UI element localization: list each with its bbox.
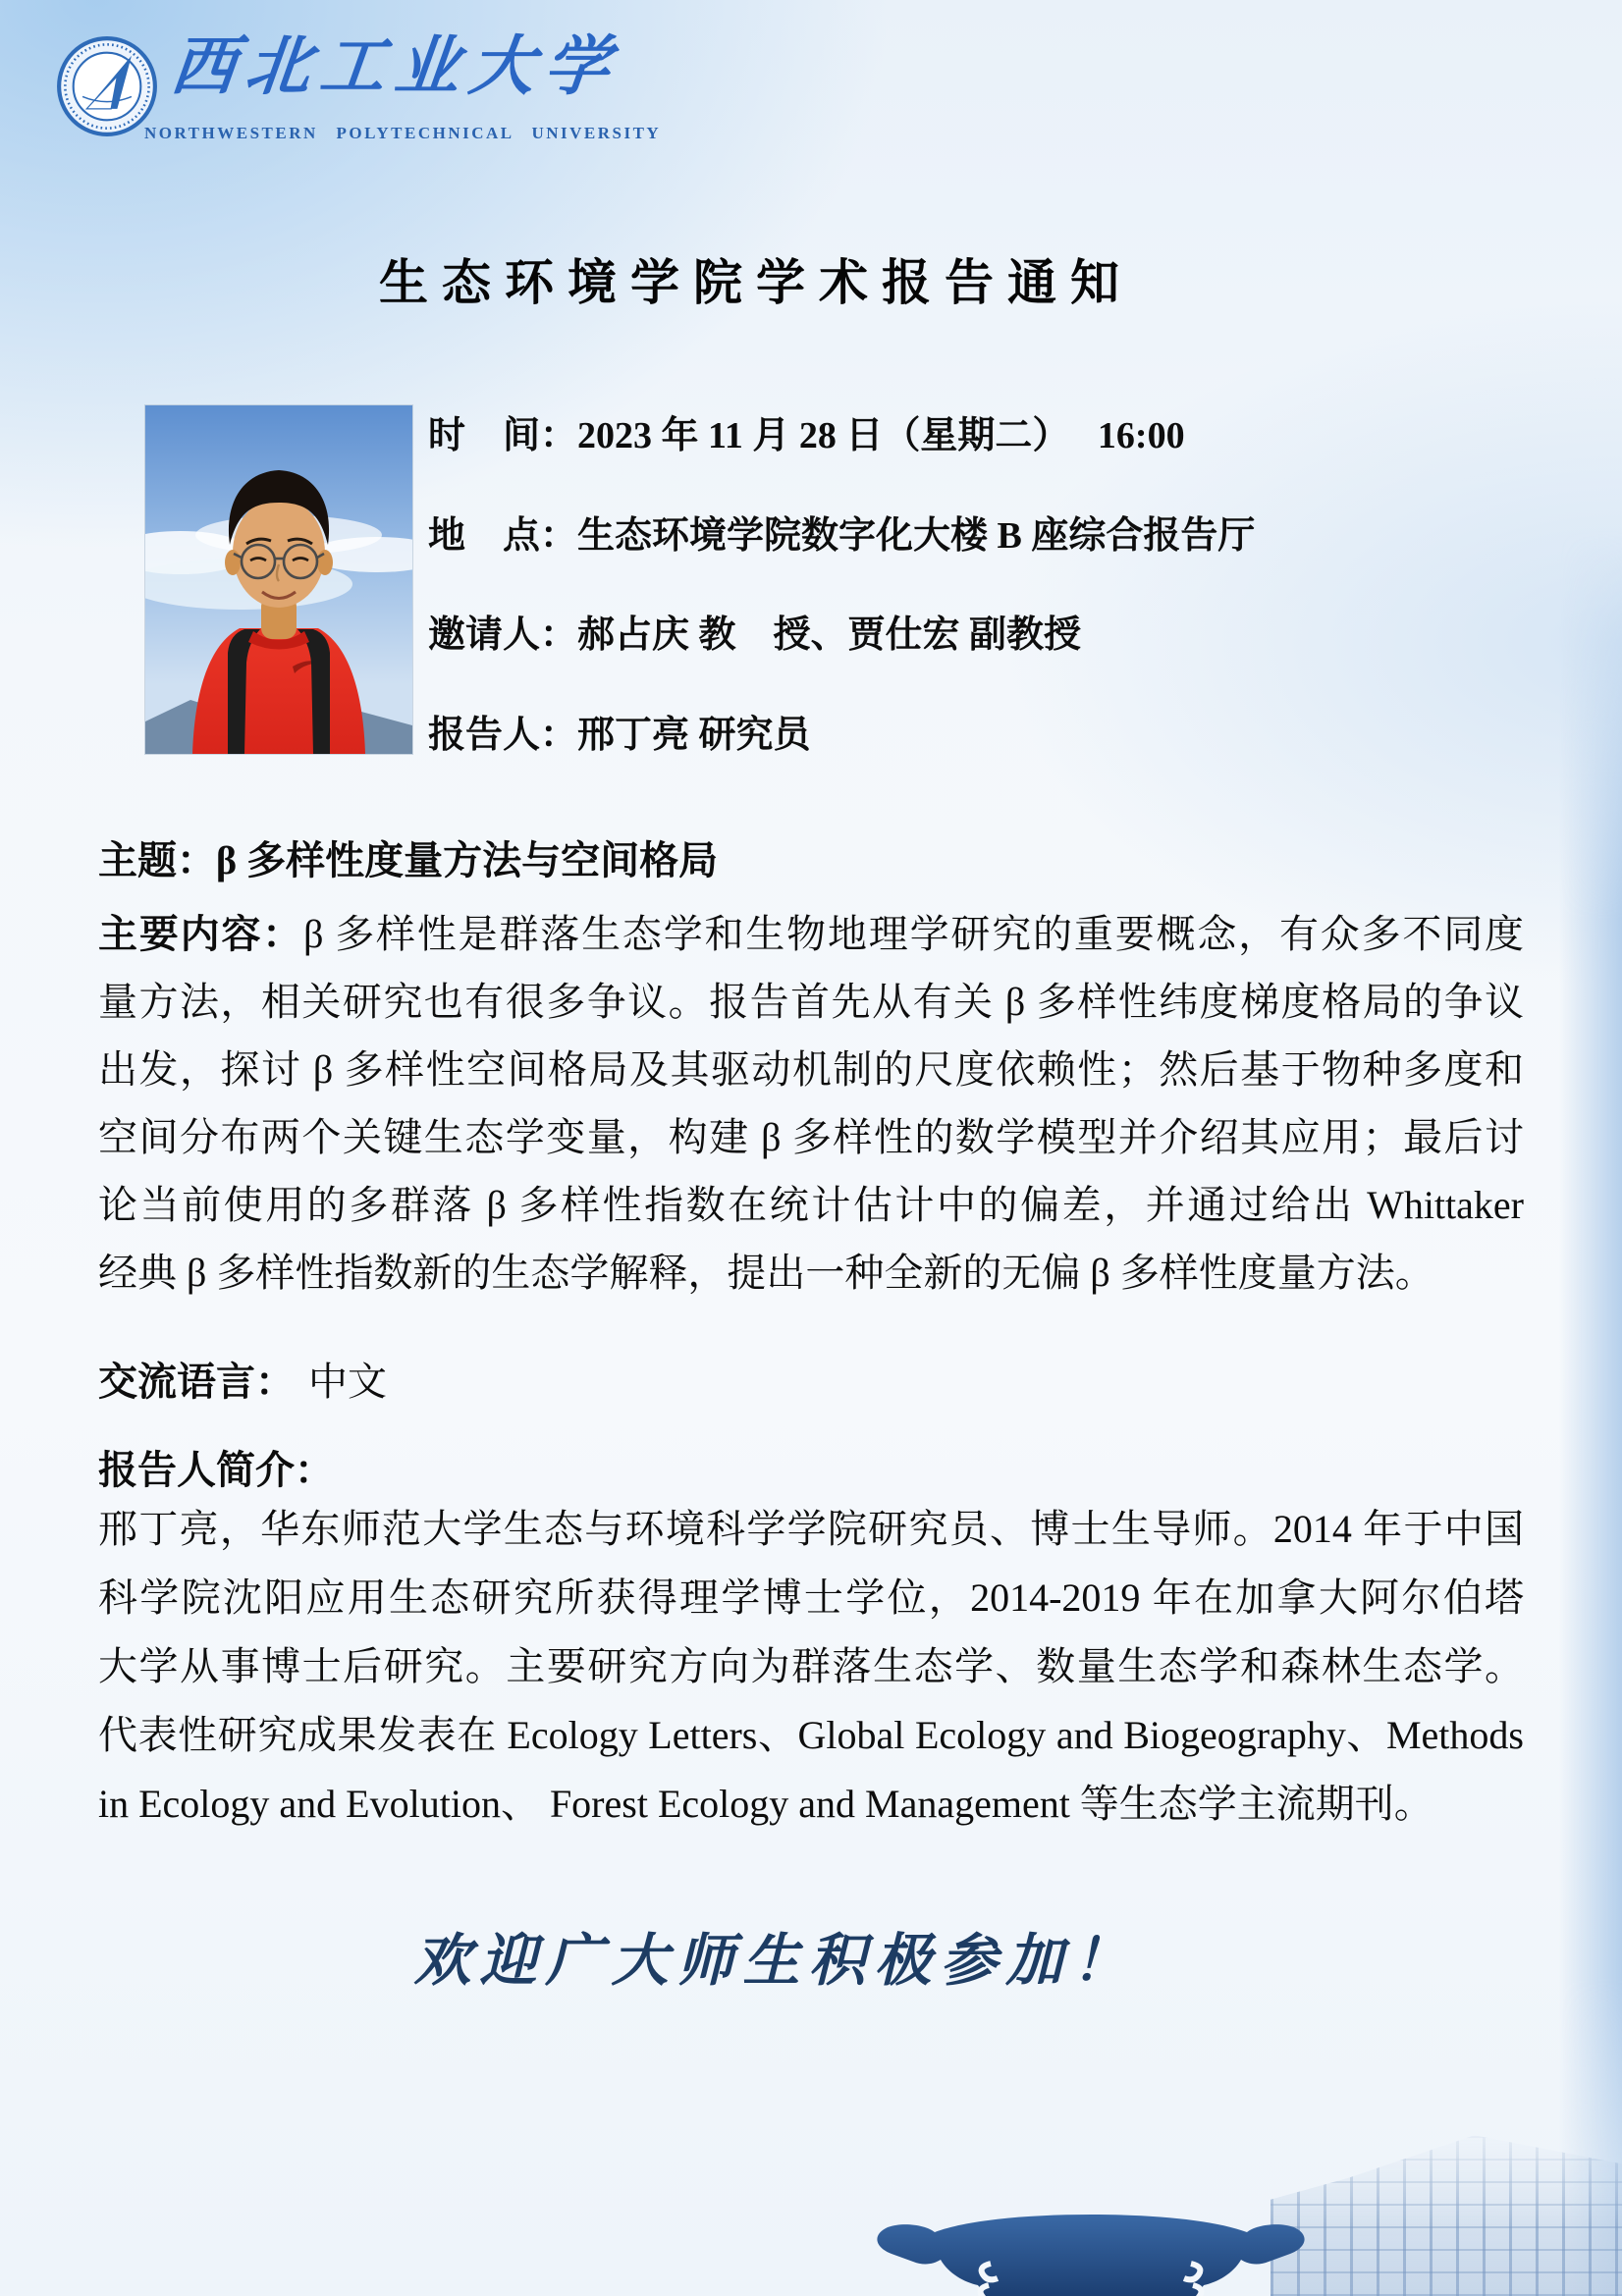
- language-value: 中文: [308, 1360, 387, 1404]
- abstract-line-text: β 多样性是群落生态学和生物地理学研究的重要概念，有众多不同度: [303, 912, 1525, 956]
- welcome-banner: 欢迎广大师生积极参加！: [413, 1929, 1138, 1993]
- abstract-line: 经典 β 多样性指数新的生态学解释，提出一种全新的无偏 β 多样性度量方法。: [98, 1251, 1434, 1295]
- inviter-value: 郝占庆 教 授、贾仕宏 副教授: [577, 614, 1082, 656]
- abstract-line: 量方法，相关研究也有很多争议。报告首先从有关 β 多样性纬度梯度格局的争议: [98, 980, 1524, 1024]
- language-label: 交流语言：: [98, 1360, 295, 1404]
- university-header: [54, 24, 682, 161]
- abstract-line: 论当前使用的多群落 β 多样性指数在统计估计中的偏差，并通过给出 Whittaker: [98, 1183, 1524, 1227]
- time-label: 时 间：: [428, 415, 578, 456]
- ding-sculpture-silhouette: [862, 2209, 1320, 2296]
- npu-emblem-icon: [56, 35, 158, 137]
- speaker-label: 报告人：: [428, 715, 578, 756]
- speaker-photo: [145, 405, 412, 754]
- abstract-paragraph: [98, 900, 1524, 1307]
- language-line: [98, 1351, 387, 1407]
- location-label: 地 点：: [428, 515, 578, 557]
- university-name-en: NORTHWESTERN POLYTECHNICAL UNIVERSITY: [144, 124, 662, 142]
- right-gradient-band: [1559, 530, 1622, 2296]
- bio-line: 科学院沈阳应用生态研究所获得理学博士学位，2014-2019 年在加拿大阿尔伯塔: [98, 1575, 1524, 1620]
- inviter-label: 邀请人：: [428, 614, 578, 656]
- event-info: [428, 400, 1508, 774]
- topic-label: 主题：: [98, 838, 216, 882]
- speaker-value: 邢丁亮 研究员: [577, 715, 811, 756]
- bio-line: 代表性研究成果发表在 Ecology Letters、Global Ecology and Biogeography、Methods: [98, 1713, 1524, 1757]
- abstract-line: 空间分布两个关键生态学变量，构建 β 多样性的数学模型并介绍其应用；最后讨: [98, 1115, 1524, 1159]
- abstract-line: 出发，探讨 β 多样性空间格局及其驱动机制的尺度依赖性；然后基于物种多度和: [98, 1047, 1524, 1092]
- inviter-line: [428, 604, 1081, 658]
- bio-line: 邢丁亮，华东师范大学生态与环境科学学院研究员、博士生导师。2014 年于中国: [98, 1507, 1524, 1551]
- speaker-line: [428, 704, 811, 758]
- bio-line: in Ecology and Evolution、 Forest Ecology and Management 等生态学主流期刊。: [98, 1782, 1433, 1826]
- topic-line: [98, 829, 718, 885]
- page-title: 生态环境学院学术报告通知: [379, 255, 1133, 310]
- location-value: 生态环境学院数字化大楼 B 座综合报告厅: [577, 515, 1256, 557]
- time-value: 2023 年 11 月 28 日（星期二） 16:00: [577, 415, 1185, 456]
- university-name-cn: 西北工业大学: [167, 31, 623, 103]
- topic-value: β 多样性度量方法与空间格局: [216, 838, 719, 882]
- abstract-label: 主要内容：: [98, 912, 304, 956]
- bio-line: 大学从事博士后研究。主要研究方向为群落生态学、数量生态学和森林生态学。: [98, 1644, 1524, 1688]
- time-line: [428, 404, 1185, 458]
- bio-paragraph: [98, 1495, 1524, 1839]
- abstract-line: [98, 900, 1524, 968]
- location-line: [428, 505, 1255, 559]
- bio-heading: 报告人简介：: [98, 1448, 334, 1492]
